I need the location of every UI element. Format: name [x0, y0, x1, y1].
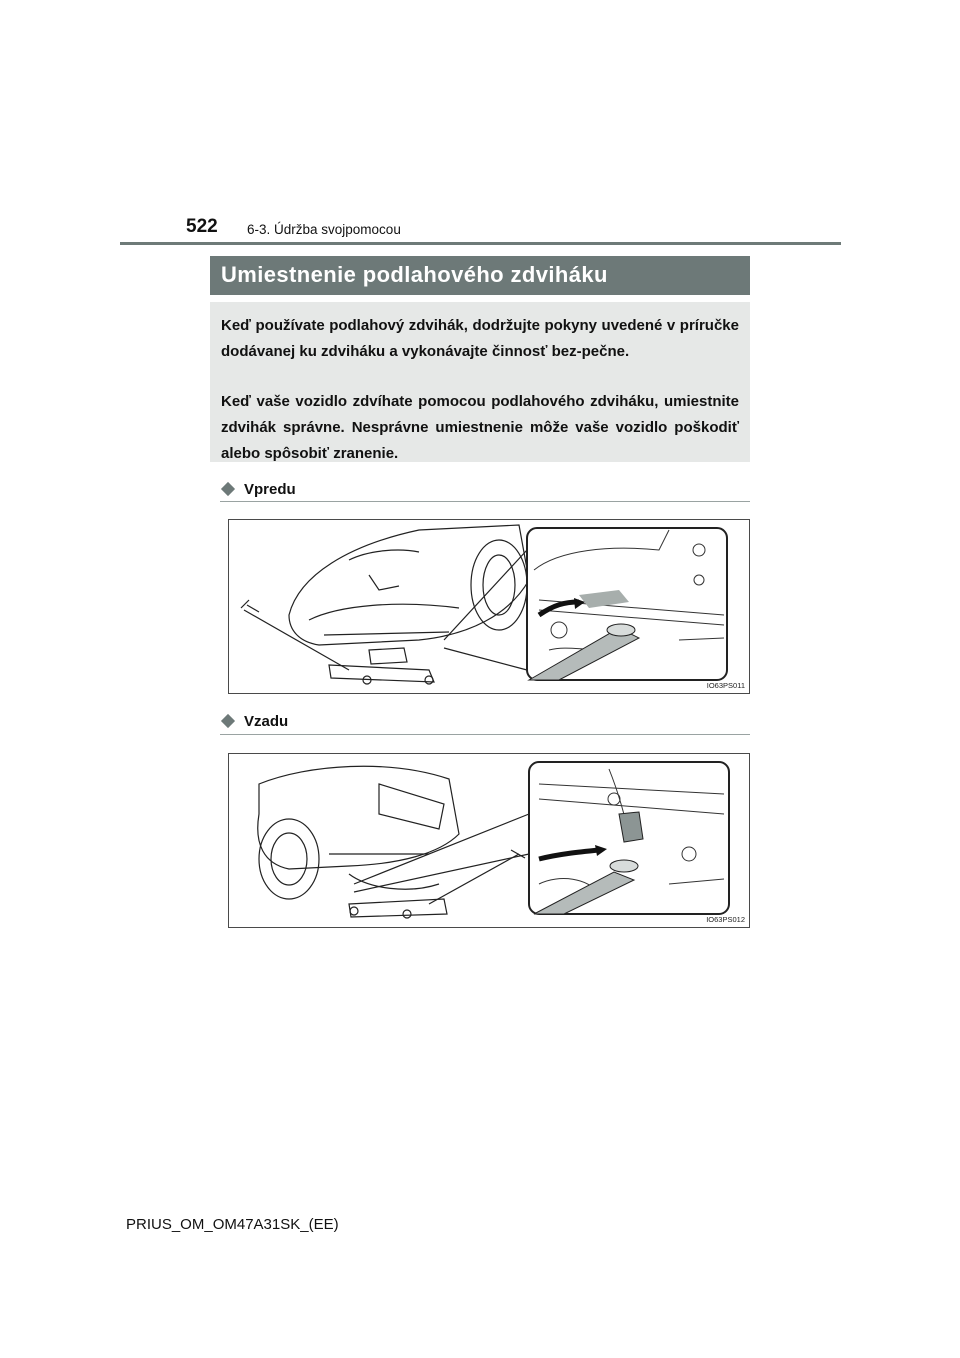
rear-jack-illustration	[229, 754, 749, 927]
subsection-rear	[220, 711, 288, 731]
page-number: 522	[186, 216, 218, 237]
figure-code: IO63PS012	[706, 915, 745, 924]
subsection-divider	[220, 501, 750, 502]
subsection-divider	[220, 734, 750, 735]
diamond-bullet-icon	[221, 714, 235, 728]
section-title: 6-3. Údržba svojpomocou	[247, 222, 401, 237]
header-divider	[120, 242, 841, 245]
intro-paragraph: Keď používate podlahový zdvihák, dodržujte pokyny uvedené v príručke dodávanej ku zdviháku a vykonávajte činnosť bez-pečne.	[221, 317, 739, 360]
diamond-bullet-icon	[221, 482, 235, 496]
figure-front-jack-point	[228, 519, 750, 694]
figure-rear-jack-point	[228, 753, 750, 928]
footer-document-code: PRIUS_OM_OM47A31SK_(EE)	[126, 1216, 339, 1233]
figure-code: IO63PS011	[706, 681, 745, 690]
intro-box	[210, 302, 750, 462]
subsection-title: Vzadu	[244, 712, 289, 730]
page-heading: Umiestnenie podlahového zdviháku	[221, 262, 608, 287]
intro-paragraph: Keď vaše vozidlo zdvíhate pomocou podlahového zdviháku, umiestnite zdvihák správne. Nesprávne umiestnenie môže vaše vozidlo poškodiť alebo spôsobiť zranenie.	[221, 393, 739, 462]
heading-bar	[210, 256, 750, 295]
subsection-front	[220, 479, 296, 499]
subsection-title: Vpredu	[244, 480, 296, 498]
front-jack-illustration	[229, 520, 749, 693]
